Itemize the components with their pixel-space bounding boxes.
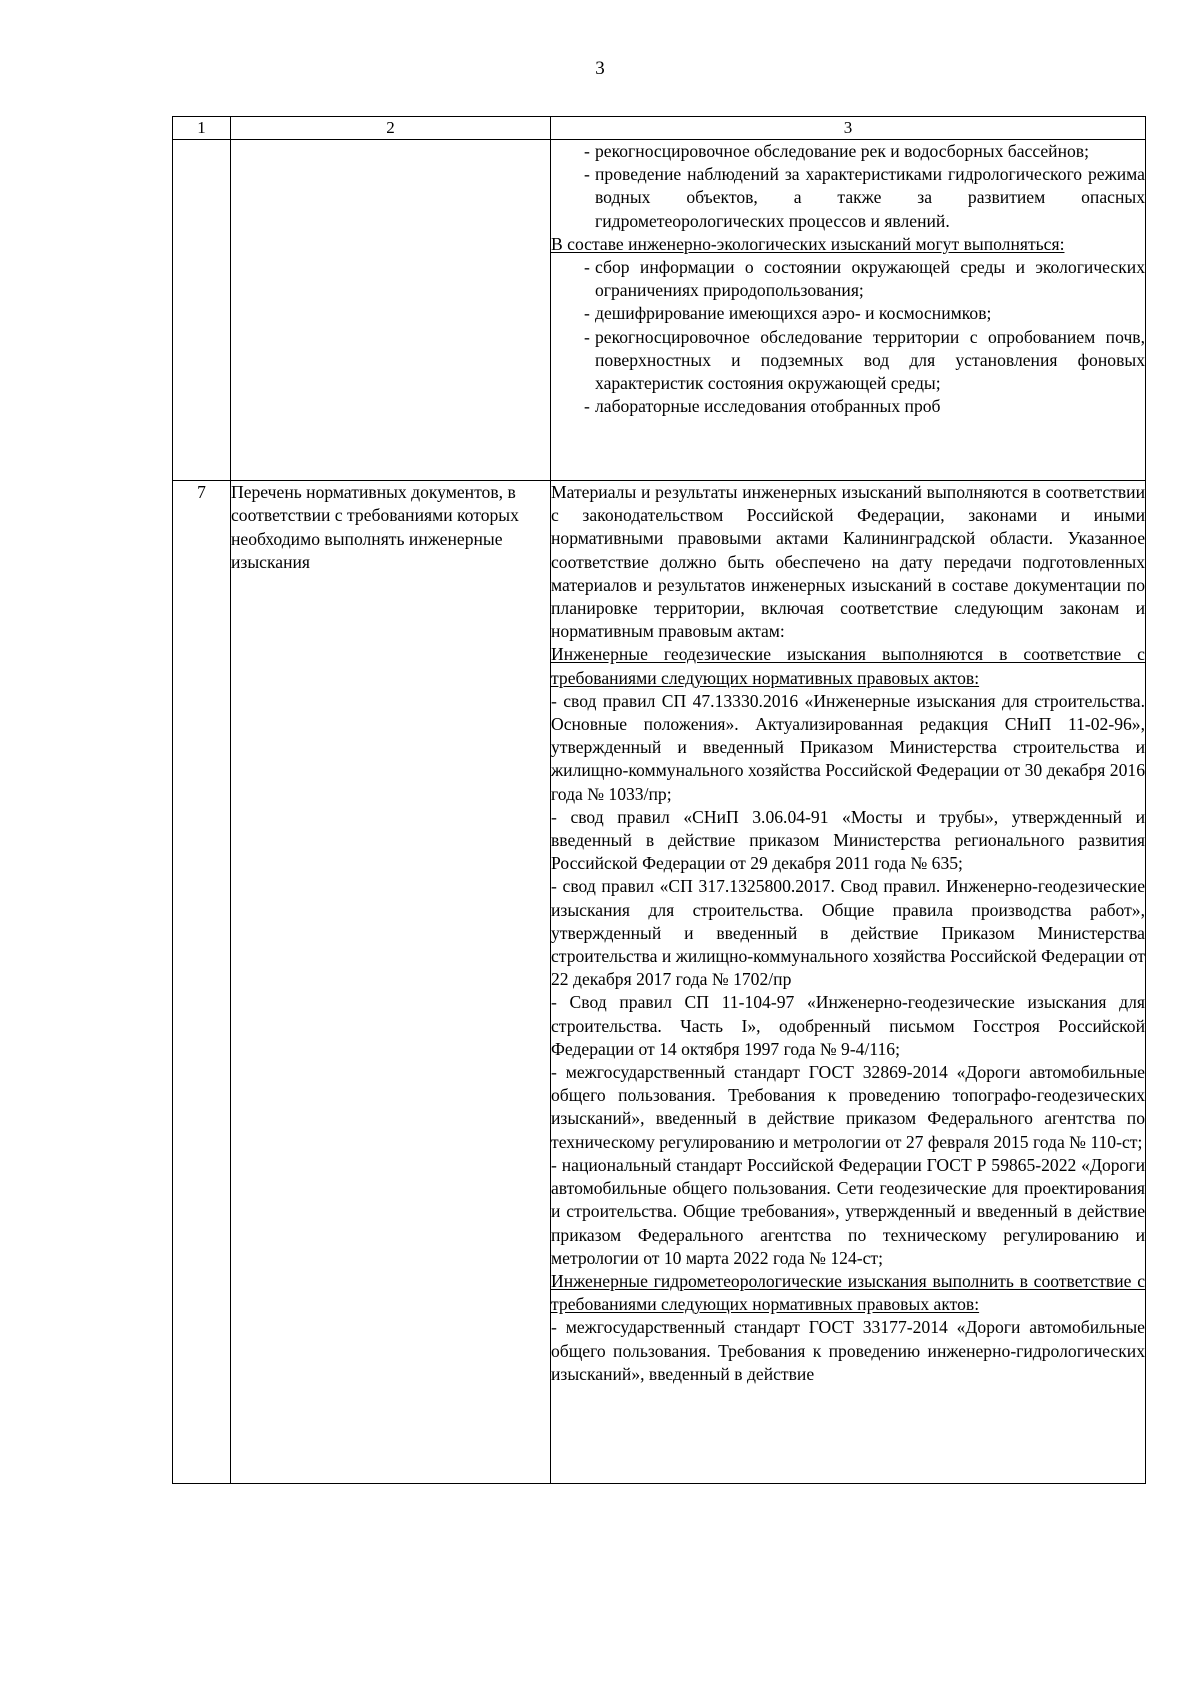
list-item: - лабораторные исследования отобранных проб [551, 395, 1145, 418]
list-item: - национальный стандарт Российской Федерации ГОСТ Р 59865-2022 «Дороги автомобильные общего пользования. Сети геодезические для проектирования и строительства. Общие требования», утвержденный и введенный в действие приказом Федерального агентства по техническому регулированию и метрологии от 10 марта 2022 года № 124-ст; [551, 1154, 1145, 1270]
list-item: - свод правил «СП 317.1325800.2017. Свод правил. Инженерно-геодезические изыскания для строительства. Общие правила производства работ», утвержденный и введенный в действие Приказом Министерства строительства и жилищно-коммунального хозяйства Российской Федерации от 22 декабря 2017 года № 1702/пр [551, 875, 1145, 991]
table-header-row [173, 117, 1146, 140]
list-item: - свод правил «СНиП 3.06.04-91 «Мосты и трубы», утвержденный и введенный в действие приказом Министерства регионального развития Российской Федерации от 29 декабря 2011 года № 635; [551, 806, 1145, 876]
header-col-3: 3 [551, 117, 1146, 140]
header-col-2: 2 [231, 117, 551, 140]
list-item: - рекогносцировочное обследование рек и водосборных бассейнов; [551, 140, 1145, 163]
row-cont-name [231, 140, 551, 481]
header-col-1: 1 [173, 117, 231, 140]
list-item: - Свод правил СП 11-104-97 «Инженерно-геодезические изыскания для строительства. Часть I», одобренный письмом Госстроя Российской Федерации от 14 октября 1997 года № 9-4/116; [551, 991, 1145, 1061]
table-row-7 [173, 481, 1146, 1484]
list-item: - свод правил СП 47.13330.2016 «Инженерные изыскания для строительства. Основные положения». Актуализированная редакция СНиП 11-02-96», утвержденный и введенный Приказом Министерства строительства и жилищно-коммунального хозяйства Российской Федерации от 30 декабря 2016 года № 1033/пр; [551, 690, 1145, 806]
requirements-table [172, 116, 1146, 1484]
row-7-content [551, 481, 1146, 1484]
row-7-intro: Материалы и результаты инженерных изысканий выполняются в соответствии с законодательством Российской Федерации, законами и иными нормативными правовыми актами Калининградской области. Указанное соответствие должно быть обеспечено на дату передачи подготовленных материалов и результатов инженерных изысканий в составе документации по планировке территории, включая соответствие следующим законам и нормативным правовым актам: [551, 482, 1145, 642]
table-row-continued [173, 140, 1146, 481]
list-item: - рекогносцировочное обследование территории с опробованием почв, поверхностных и подземных вод для установления фоновых характеристик состояния окружающей среды; [551, 326, 1145, 396]
page-number: 3 [595, 58, 605, 79]
list-item: - сбор информации о состоянии окружающей среды и экологических ограничениях природопользования; [551, 256, 1145, 302]
row-7-number: 7 [173, 481, 231, 1484]
row-cont-content [551, 140, 1146, 481]
list-item: - дешифрирование имеющихся аэро- и космоснимков; [551, 302, 1145, 325]
row-cont-number [173, 140, 231, 481]
eco-surveys-heading: В составе инженерно-экологических изысканий могут выполняться: [551, 233, 1065, 254]
list-item: - межгосударственный стандарт ГОСТ 33177-2014 «Дороги автомобильные общего пользования. Требования к проведению инженерно-гидрологических изысканий», введенный в действие [551, 1316, 1145, 1386]
row-7-name: Перечень нормативных документов, в соответствии с требованиями которых необходимо выполнять инженерные изыскания [231, 481, 551, 1484]
list-item: - межгосударственный стандарт ГОСТ 32869-2014 «Дороги автомобильные общего пользования. Требования к проведению топографо-геодезических изысканий», введенный в действие приказом Федерального агентства по техническому регулированию и метрологии от 27 февраля 2015 года № 110-ст; [551, 1061, 1145, 1154]
list-item: - проведение наблюдений за характеристиками гидрологического режима водных объектов, а также за развитием опасных гидрометеорологических процессов и явлений. [551, 163, 1145, 233]
hydro-surveys-heading: Инженерные гидрометеорологические изыскания выполнить в соответствие с требованиями следующих нормативных правовых актов: [551, 1270, 1145, 1315]
geo-surveys-heading: Инженерные геодезические изыскания выполняются в соответствие с требованиями следующих нормативных правовых актов: [551, 644, 1145, 688]
